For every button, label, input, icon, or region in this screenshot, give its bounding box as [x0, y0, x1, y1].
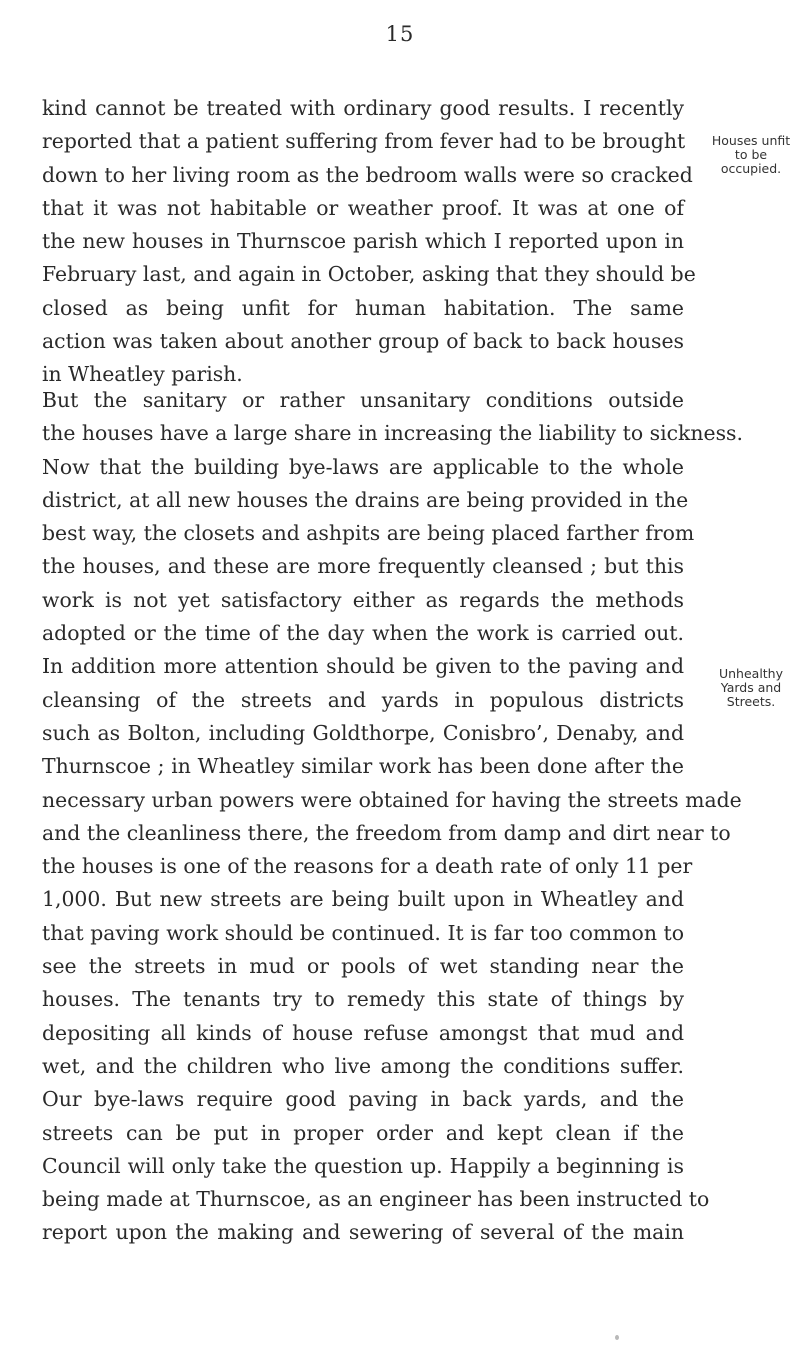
text-line: houses. The tenants try to remedy this state of things by — [42, 987, 684, 1012]
text-line: Now that the building bye-laws are applicable to the whole — [42, 454, 684, 479]
text-line: down to her living room as the bedroom walls were so cracked — [42, 162, 693, 187]
text-line: district, at all new houses the drains are being provided in the — [42, 487, 689, 512]
margin-note-line: occupied. — [720, 161, 782, 176]
text-line: depositing all kinds of house refuse amongst that mud and — [42, 1020, 684, 1045]
text-line: Thurnscoe ; in Wheatley similar work has been done after the — [42, 754, 684, 779]
margin-note-line: Houses unfit — [711, 133, 791, 148]
text-line: the houses, and these are more frequently cleansed ; but this — [42, 554, 684, 579]
margin-note-houses-unfit — [706, 134, 796, 176]
text-line: necessary urban powers were obtained for having the streets made — [42, 787, 742, 812]
text-line: streets can be put in proper order and kept clean if the — [42, 1120, 684, 1145]
page-number: 15 — [385, 22, 415, 46]
text-line: cleansing of the streets and yards in populous districts — [42, 687, 684, 712]
text-line: in Wheatley parish. — [42, 362, 243, 387]
text-line: work is not yet satisfactory either as regards the methods — [42, 587, 684, 612]
text-line: action was taken about another group of back to back houses — [42, 329, 684, 354]
text-line: that it was not habitable or weather proof. It was at one of — [42, 195, 684, 220]
paper-speck — [615, 1335, 619, 1340]
text-line: being made at Thurnscoe, as an engineer has been instructed to — [42, 1187, 710, 1212]
text-line: such as Bolton, including Goldthorpe, Conisbro’, Denaby, and — [42, 720, 684, 745]
text-line: the houses is one of the reasons for a death rate of only 11 per — [42, 854, 693, 879]
text-line: the houses have a large share in increasing the liability to sickness. — [42, 421, 744, 446]
text-line: report upon the making and sewering of several of the main — [42, 1220, 684, 1245]
text-line: wet, and the children who live among the conditions suffer. — [42, 1053, 684, 1078]
margin-note-unhealthy-yards — [706, 667, 796, 709]
text-line: 1,000. But new streets are being built upon in Wheatley and — [42, 887, 684, 912]
text-line: reported that a patient suffering from fever had to be brought — [42, 129, 686, 154]
text-line: But the sanitary or rather unsanitary conditions outside — [42, 388, 684, 412]
margin-note-line: Streets. — [726, 694, 776, 709]
paragraph-unhealthy-yards — [42, 384, 744, 1250]
margin-note-line: Unhealthy — [718, 666, 784, 681]
text-line: the new houses in Thurnscoe parish which I reported upon in — [42, 229, 684, 254]
text-line: that paving work should be continued. It is far too common to — [42, 920, 684, 945]
margin-note-line: Yards and — [720, 680, 782, 695]
text-line: closed as being unfit for human habitation. The same — [42, 295, 684, 320]
text-line: Our bye-laws require good paving in back yards, and the — [42, 1087, 684, 1112]
text-line: In addition more attention should be given to the paving and — [42, 654, 684, 679]
text-line: Council will only take the question up. Happily a beginning is — [42, 1153, 684, 1178]
margin-note-line: to be — [734, 147, 768, 162]
text-line: February last, and again in October, asking that they should be — [42, 262, 696, 287]
text-line: kind cannot be treated with ordinary good results. I recently — [42, 96, 684, 120]
text-line: and the cleanliness there, the freedom from damp and dirt near to — [42, 820, 731, 845]
text-line: best way, the closets and ashpits are being placed farther from — [42, 521, 695, 546]
text-line: see the streets in mud or pools of wet standing near the — [42, 954, 684, 979]
paragraph-houses-unfit — [42, 92, 696, 392]
text-line: adopted or the time of the day when the work is carried out. — [42, 621, 684, 646]
